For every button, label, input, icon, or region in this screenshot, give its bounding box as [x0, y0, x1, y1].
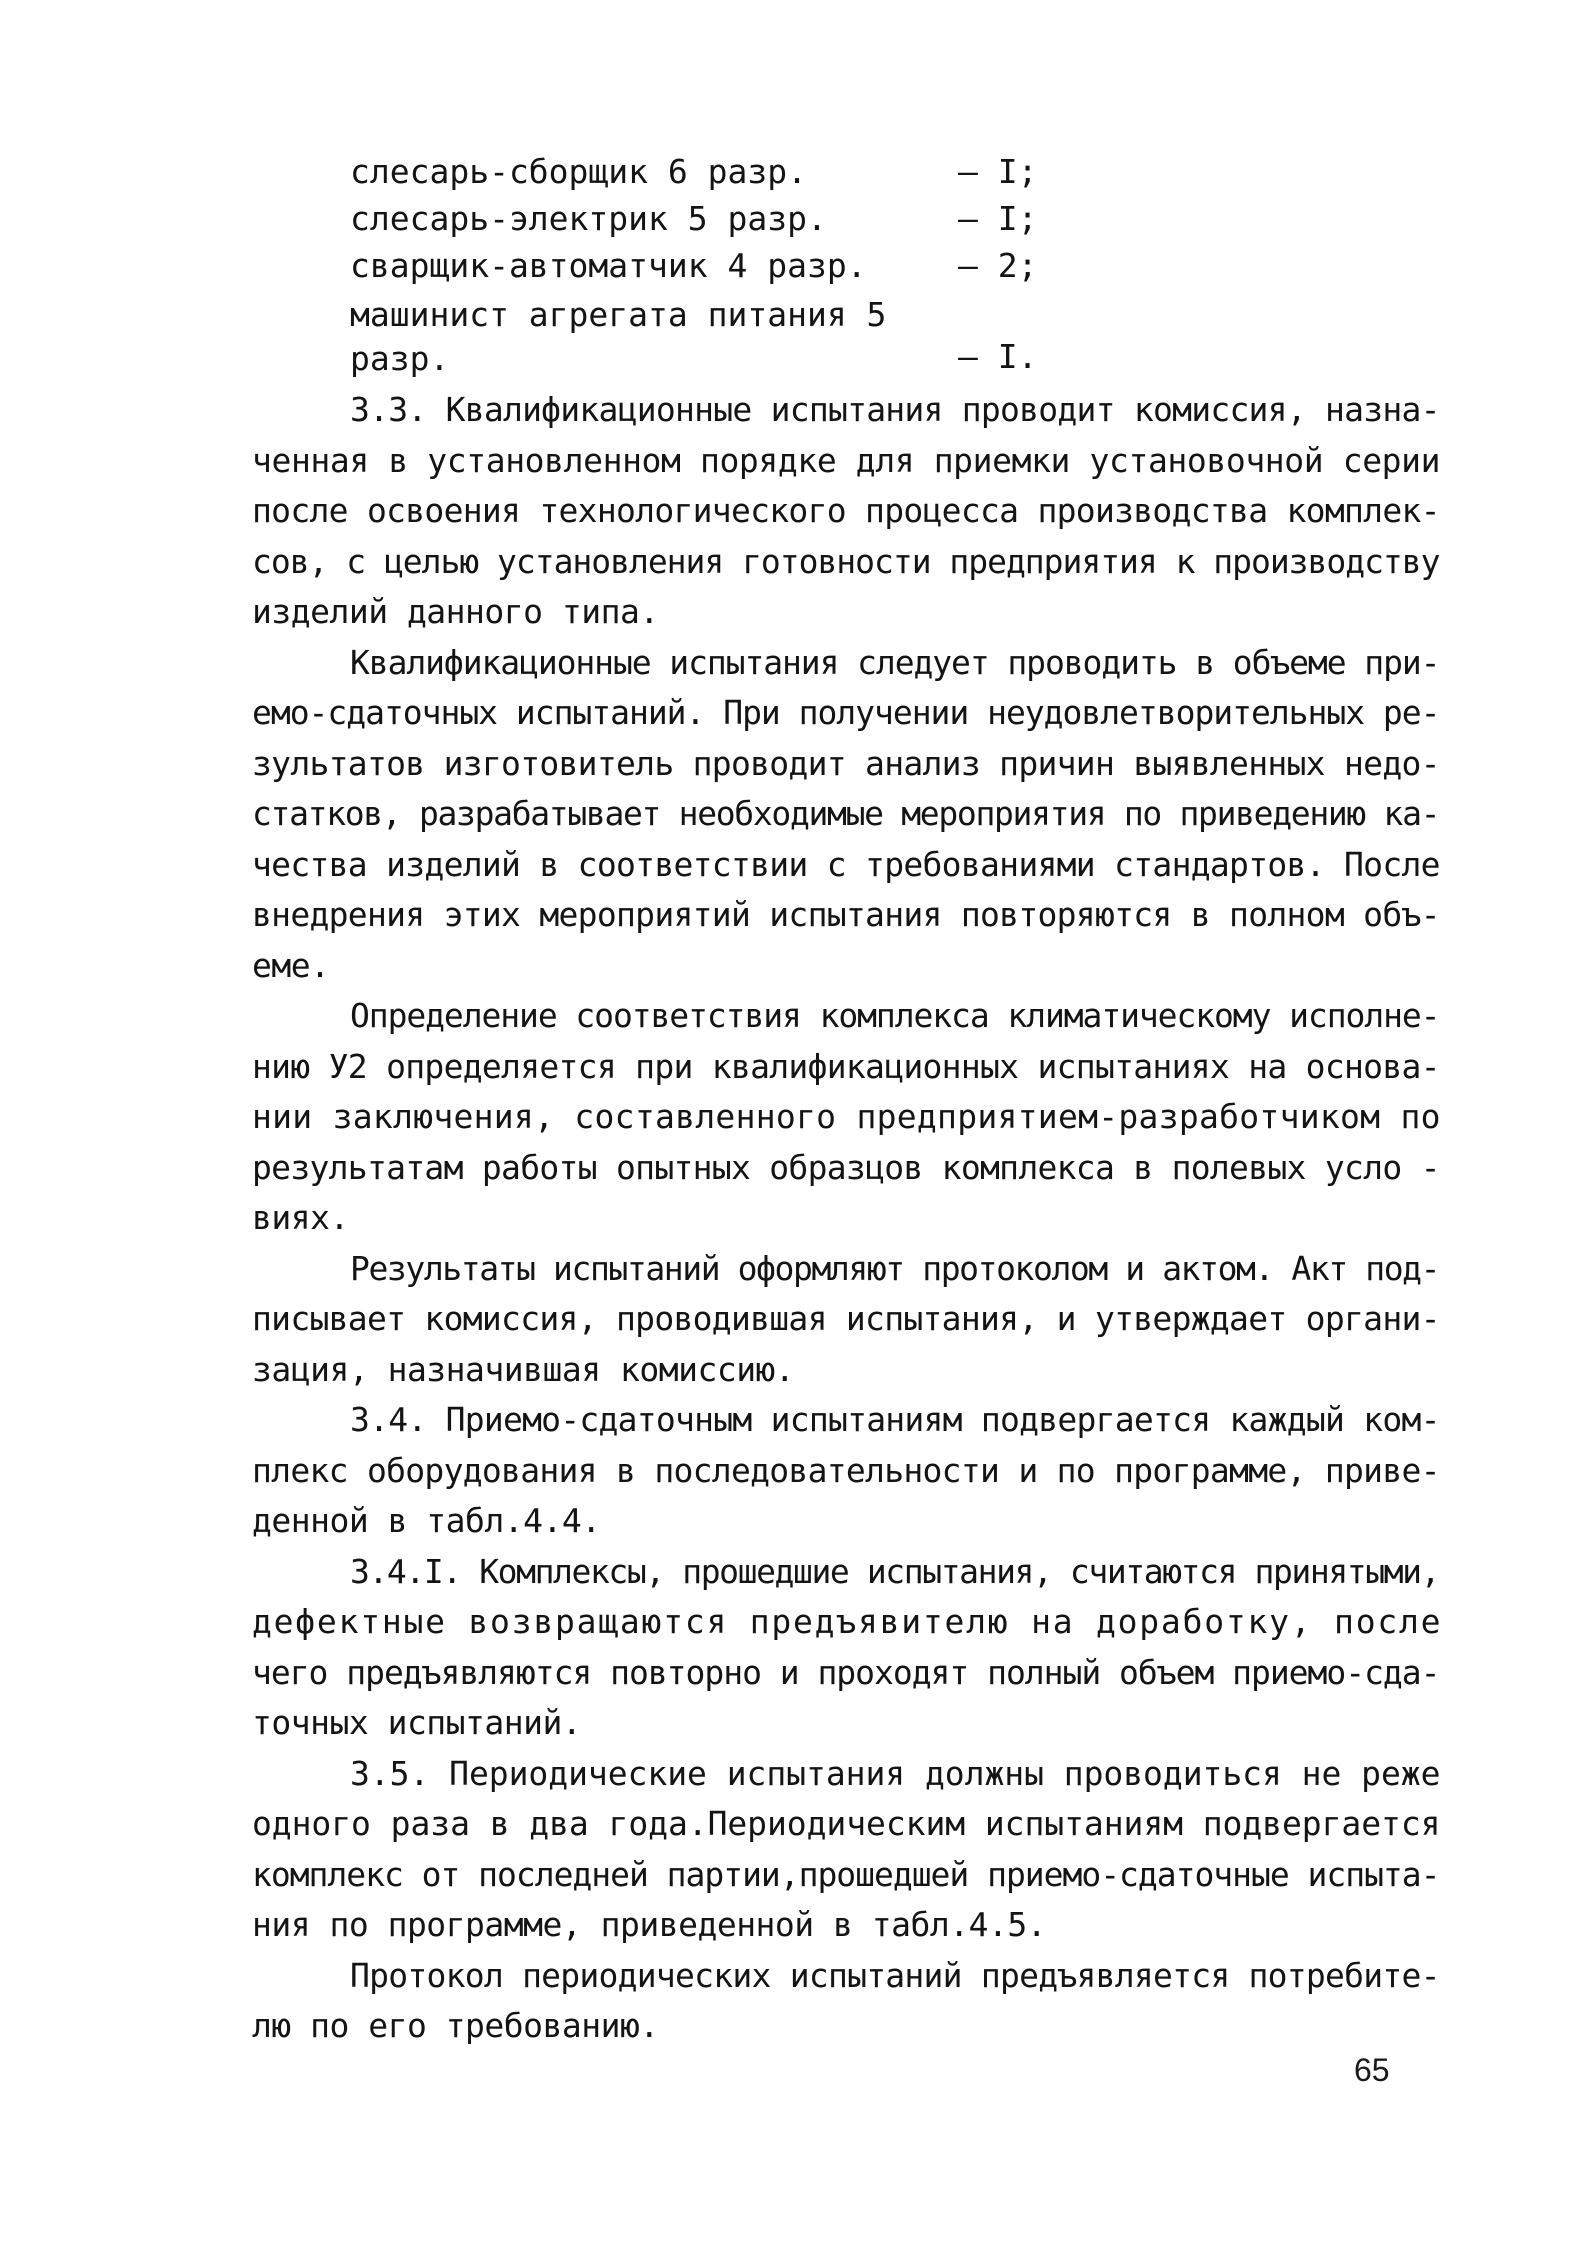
staff-row — [350, 289, 1080, 383]
text-line: 3.5. Периодические испытания должны проводиться не реже — [350, 1753, 1441, 1793]
text-line: плекс оборудования в последовательности и по программе, приве- — [252, 1450, 1440, 1490]
text-line: 3.4. Приемо-сдаточным испытаниям подвергается каждый ком- — [350, 1400, 1440, 1439]
staff-count: – 2; — [958, 246, 1038, 285]
text-line: нию У2 определяется при квалификационных испытаниях на основа- — [252, 1046, 1440, 1086]
text-line: денной в табл.4.4. — [252, 1501, 601, 1540]
text-line: Результаты испытаний оформляют протоколом и актом. Акт под- — [350, 1248, 1440, 1288]
text-line: точных испытаний. — [252, 1703, 582, 1742]
text-line: зация, назначившая комиссию. — [252, 1349, 795, 1389]
text-line: Протокол периодических испытаний предъявляется потребите- — [350, 1955, 1440, 1995]
staff-count: – I. — [958, 337, 1038, 376]
text-line: Квалификационные испытания следует проводить в объеме при- — [350, 642, 1440, 682]
staff-role: слесарь-сборщик 6 разр. — [350, 152, 807, 191]
text-line: виях. — [252, 1198, 349, 1237]
text-line: сов, с целью установления готовности предприятия к производству — [252, 541, 1440, 581]
text-line: Определение соответствия комплекса климатическому исполне- — [350, 996, 1440, 1035]
staff-role: слесарь-электрик 5 разр. — [350, 199, 827, 238]
text-line: нии заключения, составленного предприятием-разработчиком по — [252, 1097, 1441, 1136]
text-line: еме. — [252, 945, 330, 985]
text-line: дефектные возвращаются предъявителю на доработку, после — [252, 1602, 1443, 1641]
text-line: писывает комиссия, проводившая испытания, и утверждает органи- — [252, 1299, 1440, 1338]
text-line: изделий данного типа. — [252, 592, 659, 631]
text-line: зультатов изготовитель проводит анализ причин выявленных недо- — [252, 743, 1440, 783]
text-line: емо-сдаточных испытаний. При получении неудовлетворительных ре- — [252, 693, 1440, 732]
staff-row — [350, 242, 1080, 289]
text-line: ния по программе, приведенной в табл.4.5. — [252, 1905, 1047, 1944]
text-line: одного раза в два года.Периодическим испытаниям подвергается — [252, 1804, 1441, 1843]
text-line: после освоения технологического процесса производства комплек- — [252, 491, 1440, 530]
text-line: 3.3. Квалификационные испытания проводит комиссия, назна- — [350, 390, 1440, 429]
staff-count: – I; — [958, 152, 1038, 191]
text-line: внедрения этих мероприятий испытания повторяются в полном объ- — [252, 895, 1440, 934]
page-number: 65 — [1354, 2052, 1390, 2088]
staff-role: машинист агрегата питания 5 разр. — [350, 295, 887, 378]
text-line: 3.4.I. Комплексы, прошедшие испытания, считаются принятыми, — [350, 1551, 1440, 1591]
staff-row — [350, 195, 1080, 242]
text-line: чего предъявляются повторно и проходят полный объем приемо-сда- — [252, 1652, 1440, 1692]
text-line: комплекс от последней партии,прошедшей приемо-сдаточные испыта- — [252, 1854, 1440, 1894]
staff-count: – I; — [958, 199, 1038, 238]
staff-role: сварщик-автоматчик 4 разр. — [350, 246, 867, 285]
text-line: чества изделий в соответствии с требованиями стандартов. После — [252, 844, 1440, 884]
staff-row — [350, 148, 1080, 195]
text-line: лю по его требованию. — [252, 2006, 659, 2045]
staff-list — [350, 148, 1080, 383]
text-line: ченная в установленном порядке для приемки установочной серии — [252, 440, 1441, 480]
text-line: результатам работы опытных образцов комплекса в полевых усло - — [252, 1147, 1440, 1187]
text-line: статков, разрабатывает необходимые мероприятия по приведению ка- — [252, 794, 1440, 833]
